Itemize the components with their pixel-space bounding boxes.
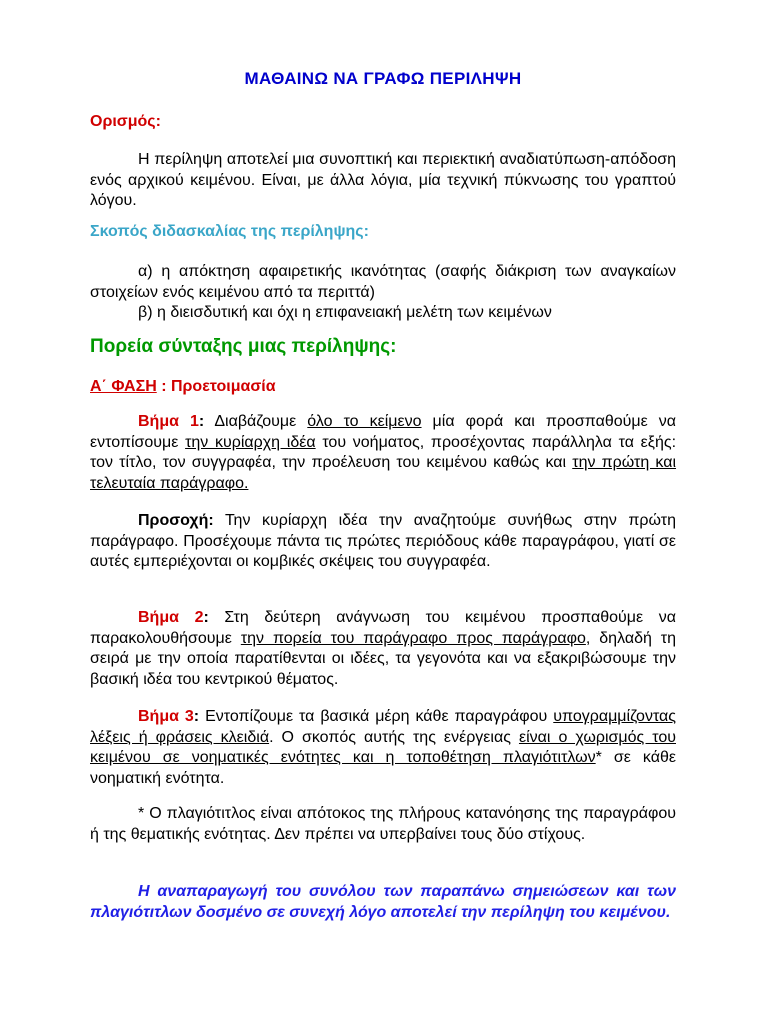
footnote-paragraph [90,804,676,845]
step3-underline-2: είναι ο χωρισμός του κειμένου σε νοηματικές ενότητες και η τοποθέτηση πλαγιότιτλων [90,728,676,766]
step1-text-3: του νοήματος, προσέχοντας παράλληλα τα εξής: τον τίτλο, τον συγγραφέα, την προέλευση του κειμένου καθώς και [90,433,677,471]
step2-text-2: , δηλαδή τη σειρά με την οποία παρατίθενται οι ιδέες, τα γεγονότα και να εξακριβώσουμε την βασική ιδέα του κεντρικού θέματος. [90,629,677,688]
purpose-item-b: β) η διεισδυτική και όχι η επιφανειακή μελέτη των κειμένων [138,304,552,321]
step3-paragraph [90,707,676,789]
step3-underline-1: υπογραμμίζοντας λέξεις ή φράσεις κλειδιά [90,708,677,746]
purpose-list [90,262,676,324]
attention-text: Την κυρίαρχη ιδέα την αναζητούμε συνήθως στην πρώτη παράγραφο. Προσέχουμε πάντα τις πρώτες περιόδους κάθε παραγράφου, γιατί σε αυτές εμπεριέχονται οι κομβικές σκέψεις του συγγραφέα. [90,512,676,570]
document-title: ΜΑΘΑΙΝΩ ΝΑ ΓΡΑΦΩ ΠΕΡΙΛΗΨΗ [244,69,522,88]
step1-underline-3: την πρώτη και τελευταία παράγραφο. [90,454,677,492]
step1-text-1: Διαβάζουμε [204,413,308,430]
phase-heading-block [90,377,676,398]
step1-label: Βήμα 1 [138,413,199,430]
phase-title: : Προετοιμασία [156,378,276,395]
step2-text-1: Στη δεύτερη ανάγνωση του κειμένου προσπαθούμε να παρακολουθήσουμε [90,609,676,647]
process-heading: Πορεία σύνταξης μιας περίληψης: [90,336,397,357]
step1-underline-2: την κυρίαρχη ιδέα [185,433,316,451]
phase-label: Α΄ ΦΑΣΗ [90,378,157,395]
step1-paragraph [90,412,676,494]
definition-text: Η περίληψη αποτελεί μια συνοπτική και περιεκτική αναδιατύπωση-απόδοση ενός αρχικού κειμένου. Είναι, με άλλα λόγια, μία τεχνική πύκνωσης του γραπτού λόγου. [90,151,676,209]
footnote-text: * Ο πλαγιότιτλος είναι απότοκος της πλήρους κατανόησης της παραγράφου ή της θεματικής ενότητας. Δεν πρέπει να υπερβαίνει τους δύο στίχους. [90,805,676,843]
step3-text-1: Εντοπίζουμε τα βασικά μέρη κάθε παραγράφου [199,708,554,725]
step1-underline-1: όλο το κείμενο [307,413,422,430]
process-heading-block [90,337,676,359]
conclusion-paragraph [90,882,676,923]
purpose-item-a: α) η απόκτηση αφαιρετικής ικανότητας (σαφής διάκριση των αναγκαίων στοιχείων ενός κειμένου από τα περιττά) [90,263,676,301]
definition-paragraph [90,150,676,212]
step2-label: Βήμα 2 [138,609,204,626]
step2-underline-1: την πορεία του παράγραφο προς παράγραφο [240,629,586,647]
attention-paragraph [90,511,676,573]
step3-text-3: * σε κάθε νοηματική ενότητα. [90,749,676,787]
step2-colon: : [203,609,209,626]
step3-text-2: . Ο σκοπός αυτής της ενέργειας [269,728,519,746]
step2-paragraph [90,608,676,690]
attention-label: Προσοχή: [138,512,214,529]
step3-label: Βήμα 3 [138,708,194,725]
conclusion-text: Η αναπαραγωγή του συνόλου των παραπάνω σημειώσεων και των πλαγιότιτλων δοσμένο σε συνεχή λόγο αποτελεί την περίληψη του κειμένου. [90,883,676,921]
step1-colon: : [198,413,205,430]
definition-heading-block [90,112,676,133]
definition-heading: Ορισμός: [90,113,161,130]
step3-colon: : [193,708,200,725]
step1-text-2: μία φορά και προσπαθούμε να εντοπίσουμε [90,413,677,451]
purpose-heading-block [90,222,676,243]
purpose-heading: Σκοπός διδασκαλίας της περίληψης: [90,223,369,240]
